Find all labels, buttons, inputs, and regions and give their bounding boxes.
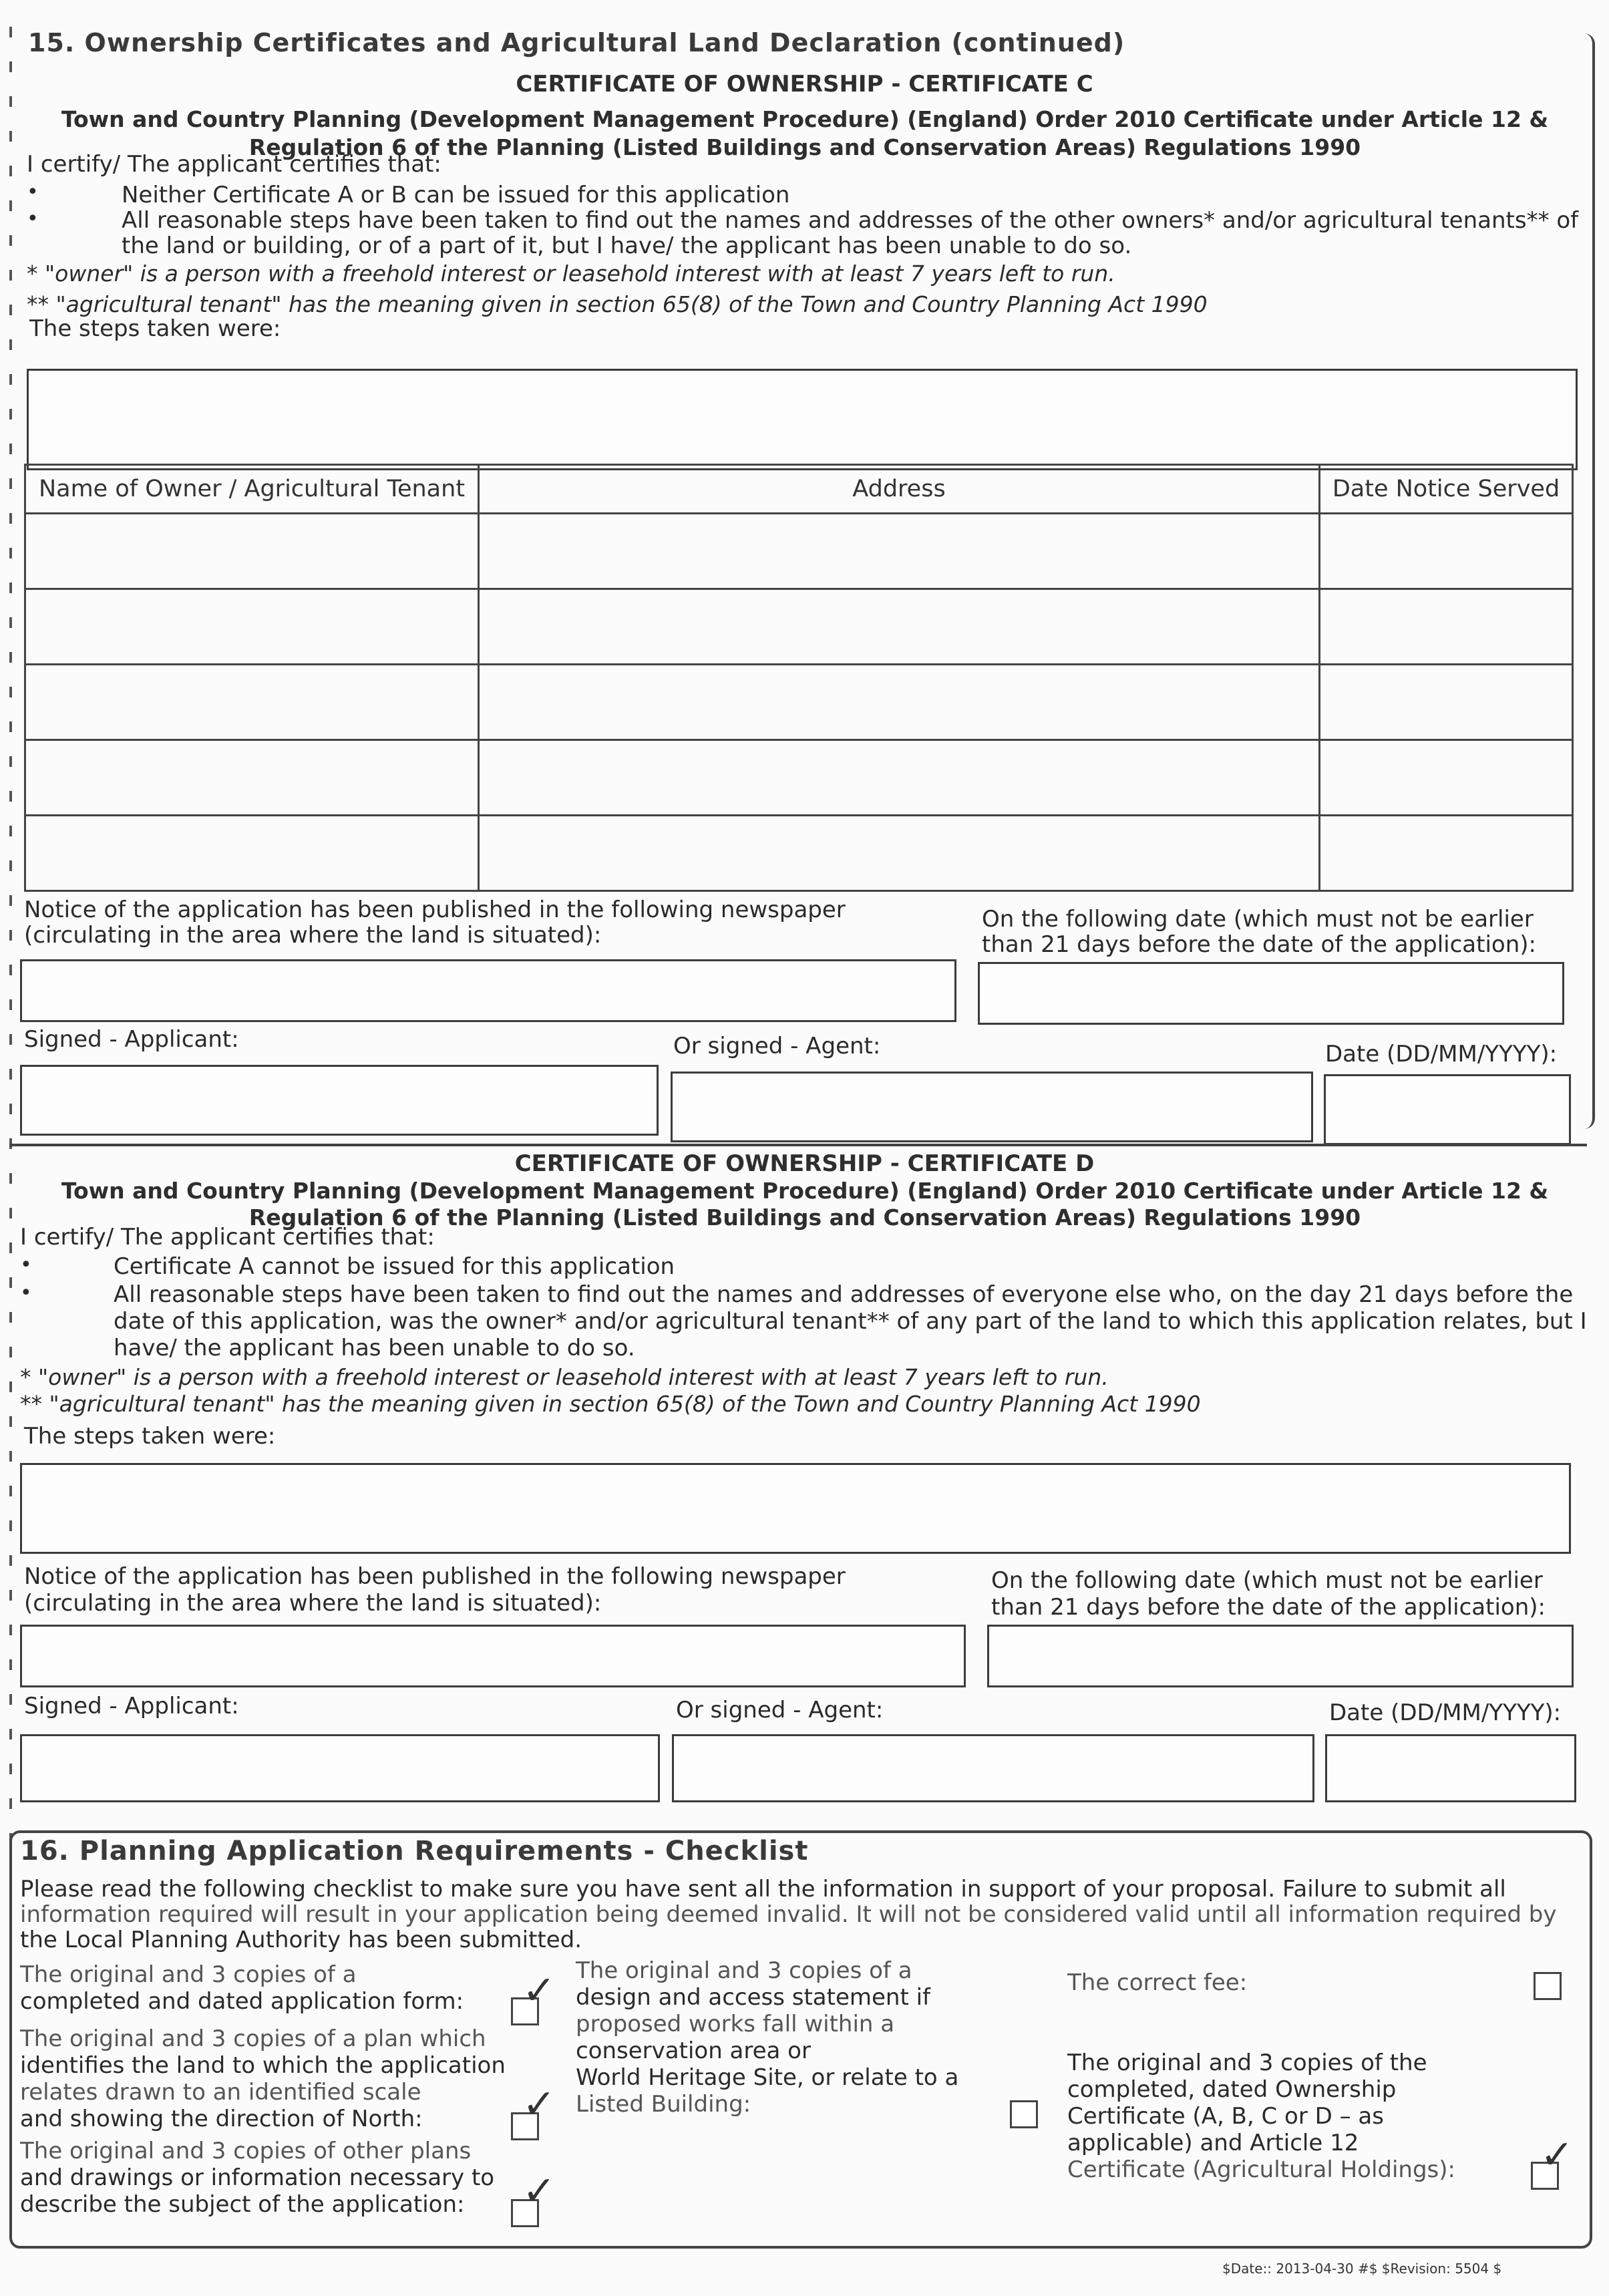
- checklist-item-line: and showing the direction of North:: [20, 2106, 423, 2132]
- cert-d-note-owner: * "owner" is a person with a freehold interest or leasehold interest with at least 7 years left to run.: [20, 1364, 1109, 1390]
- checkbox-fee[interactable]: [1534, 1972, 1562, 2000]
- tick-icon: ✓: [522, 2081, 556, 2128]
- checklist-item-line: relates drawn to an identified scale: [20, 2079, 421, 2106]
- checklist-item-line: Listed Building:: [576, 2091, 751, 2118]
- cert-c-notice-line1: Notice of the application has been published in the following newspaper: [24, 896, 846, 923]
- tick-icon: ✓: [1540, 2132, 1574, 2178]
- cert-d-date-line2: than 21 days before the date of the application):: [991, 1594, 1546, 1621]
- cert-d-certify: I certify/ The applicant certifies that:: [20, 1224, 435, 1251]
- cert-c-note-tenant: ** "agricultural tenant" has the meaning given in section 65(8) of the Town and Country Planning Act 1990: [27, 291, 1208, 317]
- checklist-item-design-access: [576, 1957, 958, 2118]
- cert-d-date-line1: On the following date (which must not be earlier: [991, 1567, 1543, 1594]
- cert-c-legal-line2: Regulation 6 of the Planning (Listed Buildings and Conservation Areas) Regulations 1990: [248, 134, 1361, 160]
- tick-icon: ✓: [522, 2168, 556, 2215]
- checklist-item-line: completed and dated application form:: [20, 1988, 464, 2015]
- checklist-item-line: The original and 3 copies of a plan which: [20, 2025, 486, 2052]
- owner-address-cell[interactable]: [479, 589, 1320, 665]
- cert-c-legal-line1: Town and Country Planning (Development Management Procedure) (England) Order 2010 Certificate under Article 12 &: [61, 106, 1549, 132]
- cert-c-publish-date-field[interactable]: [978, 962, 1564, 1025]
- cert-c-date-line2: than 21 days before the date of the application):: [982, 931, 1536, 958]
- owner-address-cell[interactable]: [479, 665, 1320, 740]
- revision-footer: $Date:: 2013-04-30 #$ $Revision: 5504 $: [1222, 2261, 1502, 2277]
- owner-name-cell[interactable]: [25, 665, 479, 740]
- checklist-item-line: applicable) and Article 12: [1067, 2130, 1359, 2156]
- section-15-title: 15. Ownership Certificates and Agricultural Land Declaration (continued): [28, 28, 1125, 57]
- table-row: [25, 740, 1573, 816]
- cert-d-heading: CERTIFICATE OF OWNERSHIP - CERTIFICATE D: [514, 1150, 1095, 1177]
- cert-d-notice-line1: Notice of the application has been published in the following newspaper: [24, 1563, 846, 1590]
- checklist-item-line: The original and 3 copies of a: [576, 1957, 912, 1984]
- checklist-item-line: describe the subject of the application:: [20, 2191, 465, 2218]
- table-row: [25, 589, 1573, 665]
- notice-date-cell[interactable]: [1320, 589, 1573, 665]
- cert-c-steps-label: The steps taken were:: [29, 315, 281, 342]
- cert-d-legal-line1: Town and Country Planning (Development Management Procedure) (England) Order 2010 Certificate under Article 12 &: [61, 1178, 1549, 1204]
- cert-d-date-label: Date (DD/MM/YYYY):: [1329, 1699, 1562, 1726]
- owner-name-cell[interactable]: [25, 589, 479, 665]
- cert-d-legal-line2: Regulation 6 of the Planning (Listed Buildings and Conservation Areas) Regulations 1990: [248, 1204, 1361, 1231]
- cert-c-certify: I certify/ The applicant certifies that:: [27, 151, 441, 178]
- checklist-item-line: and drawings or information necessary to: [20, 2164, 495, 2191]
- bullet: •: [20, 1253, 32, 1277]
- owner-name-cell[interactable]: [25, 514, 479, 589]
- col-name-header: Name of Owner / Agricultural Tenant: [25, 465, 479, 514]
- cert-c-bullet2-line2: the land or building, or of a part of it, but I have/ the applicant has been unable to do so.: [122, 232, 1132, 259]
- checklist-item-line: Certificate (Agricultural Holdings):: [1067, 2156, 1455, 2183]
- owner-address-cell[interactable]: [479, 816, 1320, 891]
- col-date-header: Date Notice Served: [1320, 465, 1573, 514]
- checklist-item-line: Certificate (A, B, C or D – as: [1067, 2103, 1384, 2130]
- checklist-item-line: proposed works fall within a: [576, 2011, 895, 2037]
- owners-table: [24, 464, 1574, 892]
- table-row: [25, 816, 1573, 891]
- cert-d-steps-field[interactable]: [20, 1463, 1571, 1554]
- checklist-item-application-form: [20, 1961, 464, 2015]
- cert-c-date-label: Date (DD/MM/YYYY):: [1325, 1041, 1558, 1068]
- cert-d-signed-applicant-label: Signed - Applicant:: [24, 1693, 239, 1719]
- cert-c-date-line1: On the following date (which must not be earlier: [982, 906, 1534, 933]
- cert-c-bullet2-line1: All reasonable steps have been taken to find out the names and addresses of the other owners* and/or agricultural tenants** of: [122, 207, 1579, 234]
- notice-date-cell[interactable]: [1320, 665, 1573, 740]
- owner-address-cell[interactable]: [479, 740, 1320, 816]
- cert-d-date-field[interactable]: [1325, 1734, 1576, 1802]
- cert-d-applicant-signature-field[interactable]: [20, 1734, 660, 1802]
- checklist-item-line: design and access statement if: [576, 1984, 931, 2011]
- tick-icon: ✓: [522, 1967, 556, 2014]
- owner-address-cell[interactable]: [479, 514, 1320, 589]
- cert-d-signed-agent-label: Or signed - Agent:: [676, 1697, 884, 1724]
- col-address-header: Address: [479, 465, 1320, 514]
- cert-c-steps-field[interactable]: [27, 369, 1578, 470]
- cert-d-agent-signature-field[interactable]: [672, 1734, 1314, 1802]
- notice-date-cell[interactable]: [1320, 816, 1573, 891]
- cert-c-newspaper-field[interactable]: [20, 959, 956, 1022]
- divider: [9, 1144, 1587, 1146]
- cert-c-agent-signature-field[interactable]: [671, 1072, 1313, 1142]
- cert-d-publish-date-field[interactable]: [987, 1625, 1574, 1687]
- bullet: •: [27, 180, 39, 204]
- cert-d-bullet2-line2: date of this application, was the owner* and/or agricultural tenant** of any part of the land to which this application relates, but I: [114, 1308, 1587, 1335]
- bullet: •: [27, 207, 39, 230]
- bullet: •: [20, 1281, 32, 1305]
- table-row: [25, 514, 1573, 589]
- cert-d-newspaper-field[interactable]: [20, 1625, 966, 1687]
- checklist-item-line: The original and 3 copies of a: [20, 1961, 357, 1988]
- cert-c-bullet1: Neither Certificate A or B can be issued for this application: [122, 182, 790, 208]
- section-16-intro-line2: information required will result in your application being deemed invalid. It will not be considered valid until all information required by: [20, 1901, 1557, 1928]
- cert-d-bullet2-line3: have/ the applicant has been unable to do so.: [114, 1335, 635, 1361]
- cert-c-heading: CERTIFICATE OF OWNERSHIP - CERTIFICATE C: [516, 71, 1093, 98]
- cert-c-notice-line2: (circulating in the area where the land is situated):: [24, 922, 602, 949]
- notice-date-cell[interactable]: [1320, 740, 1573, 816]
- cert-c-applicant-signature-field[interactable]: [20, 1065, 659, 1136]
- checklist-item-other-plans: [20, 2138, 494, 2218]
- cert-c-note-owner: * "owner" is a person with a freehold interest or leasehold interest with at least 7 years left to run.: [27, 261, 1115, 287]
- checklist-item-line: identifies the land to which the application: [20, 2052, 506, 2079]
- owner-name-cell[interactable]: [25, 816, 479, 891]
- checklist-item-line: The correct fee:: [1067, 1969, 1248, 1996]
- checklist-item-line: conservation area or: [576, 2037, 811, 2064]
- checklist-item-line: The original and 3 copies of the: [1067, 2049, 1427, 2076]
- cert-d-note-tenant: ** "agricultural tenant" has the meaning given in section 65(8) of the Town and Country Planning Act 1990: [20, 1391, 1201, 1417]
- checklist-item-line: completed, dated Ownership: [1067, 2076, 1397, 2103]
- notice-date-cell[interactable]: [1320, 514, 1573, 589]
- section-16-intro-line1: Please read the following checklist to make sure you have sent all the information in support of your proposal. Failure to submit all: [20, 1876, 1506, 1903]
- checklist-item-line: World Heritage Site, or relate to a: [576, 2064, 959, 2091]
- checklist-item-fee: [1067, 1969, 1247, 1996]
- checklist-item-location-plan: [20, 2025, 506, 2132]
- cert-d-notice-line2: (circulating in the area where the land is situated):: [24, 1590, 602, 1617]
- cert-d-steps-label: The steps taken were:: [24, 1423, 276, 1450]
- cert-c-signed-agent-label: Or signed - Agent:: [673, 1033, 881, 1059]
- cert-d-bullet1: Certificate A cannot be issued for this application: [114, 1253, 675, 1280]
- checklist-item-line: The original and 3 copies of other plans: [20, 2138, 472, 2164]
- section-16-title: 16. Planning Application Requirements - Checklist: [20, 1836, 809, 1866]
- section-16-intro-line3: the Local Planning Authority has been submitted.: [20, 1927, 582, 1953]
- cert-c-signed-applicant-label: Signed - Applicant:: [24, 1026, 239, 1053]
- owner-name-cell[interactable]: [25, 740, 479, 816]
- checkbox-design-access[interactable]: [1010, 2100, 1038, 2128]
- cert-c-date-field[interactable]: [1324, 1074, 1571, 1145]
- checklist-item-ownership-certificate: [1067, 2049, 1455, 2183]
- table-row: [25, 665, 1573, 740]
- cert-d-bullet2-line1: All reasonable steps have been taken to find out the names and addresses of everyone else who, on the day 21 days before the: [114, 1281, 1574, 1308]
